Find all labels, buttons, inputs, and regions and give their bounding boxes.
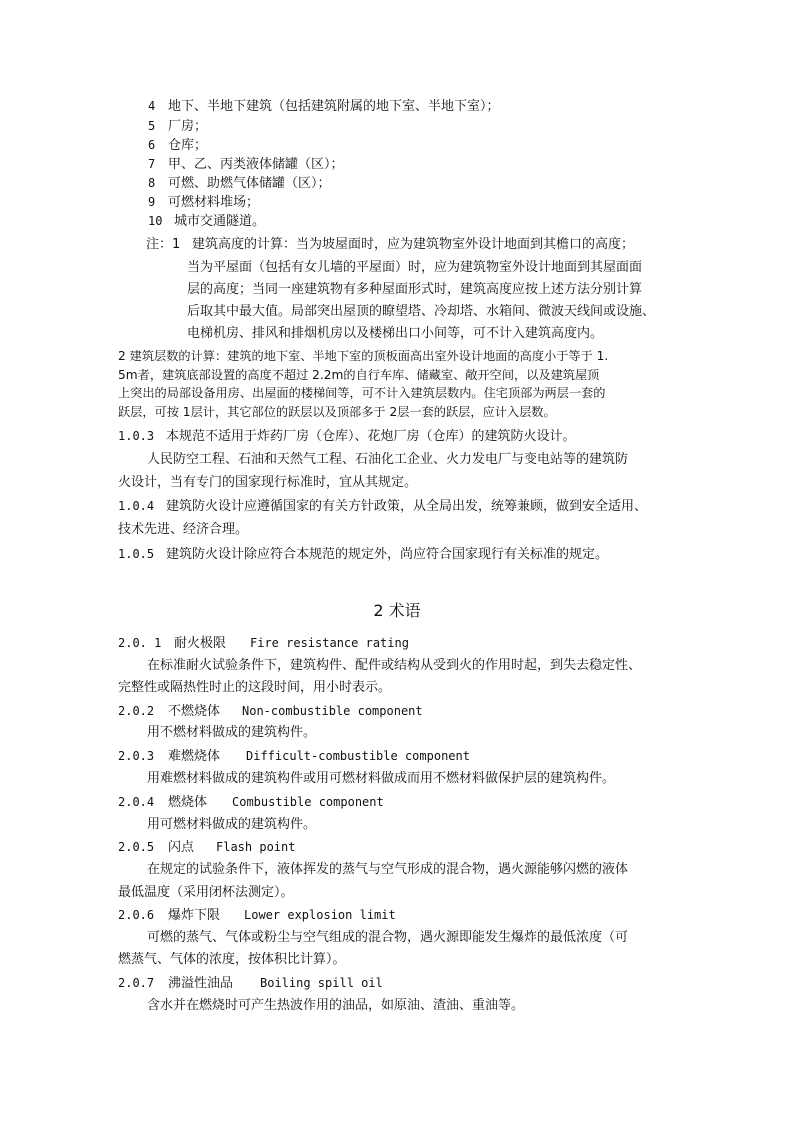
note2-line: 5m者，建筑底部设置的高度不超过 2.2m的自行车库、储藏室、敞开空间，以及建筑屋顶 [118,368,600,382]
paragraph-line: 人民防空工程、石油和天然气工程、石油化工企业、火力发电厂与变电站等的建筑防 [147,452,629,467]
clause-1-0-3: 1.0.3 本规范不适用于炸药厂房（仓库）、花炮厂房（仓库）的建筑防火设计。 [118,429,576,444]
paragraph-line: 技术先进、经济合理。 [118,522,249,537]
list-item: 7 甲、乙、丙类液体储罐（区）； [148,157,344,172]
term-heading: 2.0.4 燃烧体 Combustible component [118,795,384,810]
note2-line: 上突出的局部设备用房、出屋面的楼梯间等，可不计入建筑层数内。住宅顶部为两层一套的 [118,386,606,400]
term-heading: 2.0.2 不燃烧体 Non-combustible component [118,704,423,719]
note2-line: 2 建筑层数的计算：建筑的地下室、半地下室的顶板面高出室外设计地面的高度小于等于 1. [118,349,609,363]
term-definition: 含水并在燃烧时可产生热波作用的油品，如原油、渣油、重油等。 [147,998,525,1013]
list-item: 4 地下、半地下建筑（包括建筑附属的地下室、半地下室）； [148,99,500,114]
clause-1-0-5: 1.0.5 建筑防火设计除应符合本规范的规定外，尚应符合国家现行有关标准的规定。 [118,547,609,562]
term-definition: 在规定的试验条件下，液体挥发的蒸气与空气形成的混合物，遇火源能够闪燃的液体 [147,862,629,877]
section-title: 2 术语 [373,601,421,620]
note-line: 注：1 建筑高度的计算：当为坡屋面时，应为建筑物室外设计地面到其檐口的高度； [146,237,635,252]
term-definition: 可燃的蒸气、气体或粉尘与空气组成的混合物，遇火源即能发生爆炸的最低浓度（可 [147,930,629,945]
list-item: 6 仓库； [148,138,208,153]
list-item: 8 可燃、助燃气体储罐（区）； [148,176,331,191]
list-item: 9 可燃材料堆场； [148,195,260,210]
term-heading: 2.0.3 难燃烧体 Difficult-combustible component [118,749,470,764]
term-definition: 燃蒸气、气体的浓度，按体积比计算）。 [118,952,346,967]
term-definition: 最低温度（采用闭杯法测定）。 [118,885,294,900]
term-heading: 2.0.5 闪点 Flash point [118,840,296,855]
note-line: 后取其中最大值。局部突出屋顶的瞭望塔、冷却塔、水箱间、微波天线间或设施、 [187,304,656,319]
note-line: 电梯机房、排风和排烟机房以及楼梯出口小间等，可不计入建筑高度内。 [187,326,604,341]
term-definition: 用不燃材料做成的建筑构件。 [147,725,317,740]
term-heading: 2.0.6 爆炸下限 Lower explosion limit [118,908,396,923]
list-item: 5 厂房； [148,119,208,134]
term-heading: 2.0.7 沸溢性油品 Boiling spill oil [118,976,383,991]
term-definition: 用难燃材料做成的建筑构件或用可燃材料做成而用不燃材料做保护层的建筑构件。 [147,771,616,786]
list-item: 10 城市交通隧道。 [148,214,266,229]
note2-line: 跃层，可按 1层计，其它部位的跃层以及顶部多于 2层一套的跃层，应计入层数。 [118,405,556,419]
note-line: 层的高度；当同一座建筑物有多种屋面形式时，建筑高度应按上述方法分别计算 [187,282,643,297]
term-definition: 完整性或隔热性时止的这段时间，用小时表示。 [118,680,392,695]
paragraph-line: 火设计，当有专门的国家现行标准时，宜从其规定。 [118,475,418,490]
term-heading: 2.0. 1 耐火极限 Fire resistance rating [118,636,409,651]
note-line: 当为平屋面（包括有女儿墙的平屋面）时，应为建筑物室外设计地面到其屋面面 [187,260,643,275]
term-definition: 用可燃材料做成的建筑构件。 [147,817,317,832]
term-definition: 在标准耐火试验条件下，建筑构件、配件或结构从受到火的作用时起，到失去稳定性、 [147,658,642,673]
clause-1-0-4: 1.0.4 建筑防火设计应遵循国家的有关方针政策，从全局出发，统筹兼顾，做到安全适用、 [118,499,648,514]
